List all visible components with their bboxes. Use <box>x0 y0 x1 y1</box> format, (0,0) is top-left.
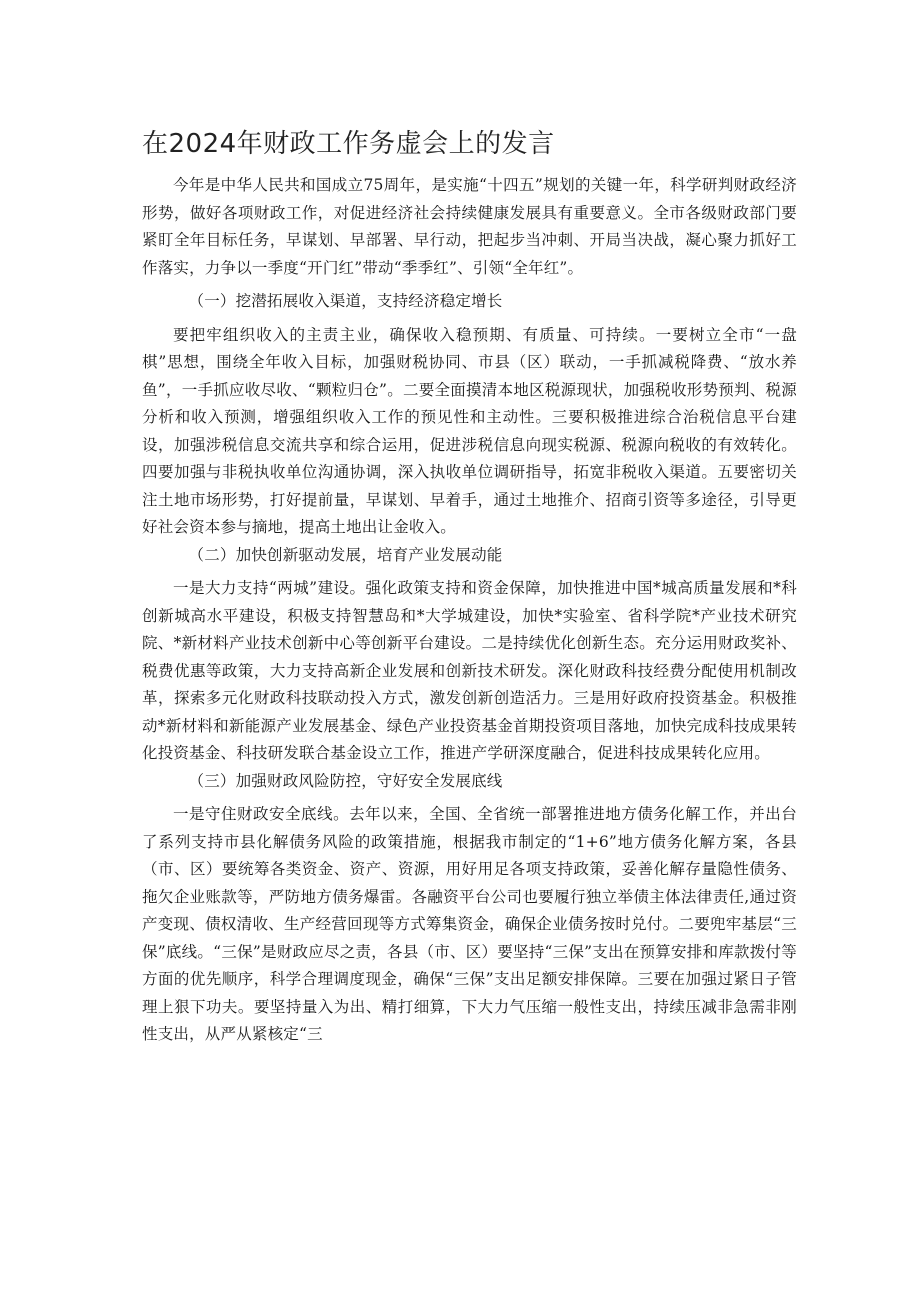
section-heading-2: （二）加快创新驱动发展，培育产业发展动能 <box>188 545 503 564</box>
document-title: 在2024年财政工作务虚会上的发言 <box>142 129 555 159</box>
section-paragraph-3: 一是守住财政安全底线。去年以来，全国、全省统一部署推进地方债务化解工作，并出台了系列支持市县化解债务风险的政策措施，根据我市制定的“1+6”地方债务化解方案，各县（市、区）要统筹各类资金、资产、资源，用好用足各项支持政策，妥善化解存量隐性债务、拖欠企业账款等，严防地方债务爆雷。各融资平台公司也要履行独立举债主体法律责任,通过资产变现、债权清收、生产经营回现等方式筹集资金，确保企业债务按时兑付。二要兜牢基层“三保”底线。“三保”是财政应尽之责，各县（市、区）要坚持“三保”支出在预算安排和库款拨付等方面的优先顺序，科学合理调度现金，确保“三保”支出足额安排保障。三要在加强过紧日子管理上狠下功夫。要坚持量入为出、精打细算，下大力气压缩一般性支出，持续压减非急需非刚性支出，从严从紧核定“三 <box>142 805 797 1043</box>
intro-paragraph: 今年是中华人民共和国成立75周年，是实施“十四五”规划的关键一年，科学研判财政经济形势，做好各项财政工作，对促进经济社会持续健康发展具有重要意义。全市各级财政部门要紧盯全年目标任务，早谋划、早部署、早行动，把起步当冲刺、开局当决战，凝心聚力抓好工作落实，力争以一季度“开门红”带动“季季红”、引领“全年红”。 <box>142 176 797 277</box>
section-paragraph-1: 要把牢组织收入的主责主业，确保收入稳预期、有质量、可持续。一要树立全市“一盘棋”思想，围绕全年收入目标，加强财税协同、市县（区）联动，一手抓减税降费、“放水养鱼”，一手抓应收尽收、“颗粒归仓”。二要全面摸清本地区税源现状，加强税收形势预判、税源分析和收入预测，增强组织收入工作的预见性和主动性。三要积极推进综合治税信息平台建设，加强涉税信息交流共享和综合运用，促进涉税信息向现实税源、税源向税收的有效转化。四要加强与非税执收单位沟通协调，深入执收单位调研指导，拓宽非税收入渠道。五要密切关注土地市场形势，打好提前量，早谋划、早着手，通过土地推介、招商引资等多途径，引导更好社会资本参与摘地，提高土地出让金收入。 <box>142 325 797 536</box>
section-paragraph-2: 一是大力支持“两城”建设。强化政策支持和资金保障，加快推进中国*城高质量发展和*科创新城高水平建设，积极支持智慧岛和*大学城建设，加快*实验室、省科学院*产业技术研究院、*新材料产业技术创新中心等创新平台建设。二是持续优化创新生态。充分运用财政奖补、税费优惠等政策，大力支持高新企业发展和创新技术研发。深化财政科技经费分配使用机制改革，探索多元化财政科技联动投入方式，激发创新创造活力。三是用好政府投资基金。积极推动*新材料和新能源产业发展基金、绿色产业投资基金首期投资项目落地，加快完成科技成果转化投资基金、科技研发联合基金设立工作，推进产学研深度融合，促进科技成果转化应用。 <box>142 579 797 762</box>
document-body <box>142 172 797 1049</box>
section-heading-3: （三）加强财政风险防控，守好安全发展底线 <box>188 771 503 790</box>
section-heading-1: （一）挖潜拓展收入渠道，支持经济稳定增长 <box>188 292 503 310</box>
